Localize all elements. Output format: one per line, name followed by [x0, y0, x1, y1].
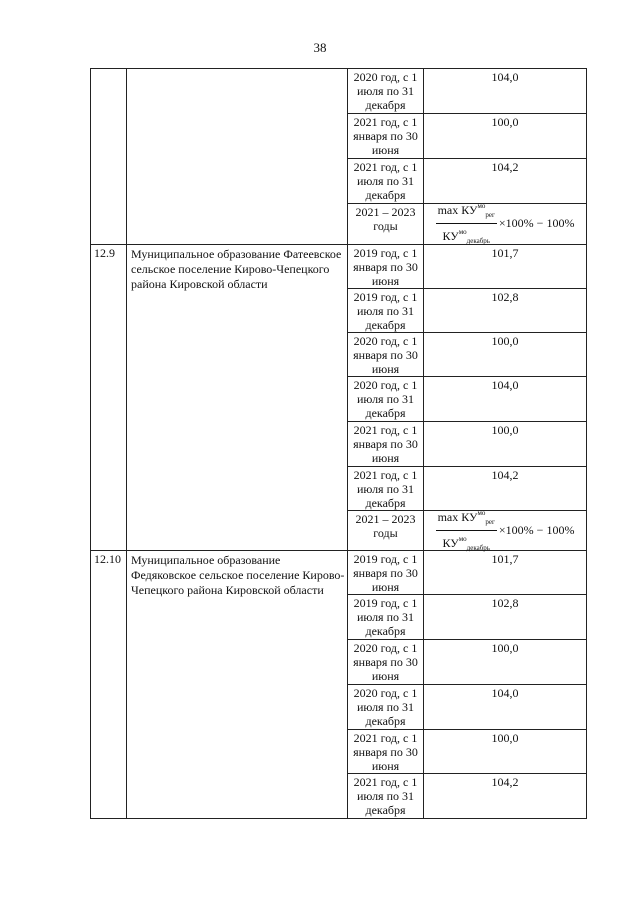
value-cell: 100,0	[424, 114, 587, 159]
value-cell: 100,0	[424, 333, 587, 377]
formula-cell	[424, 508, 587, 552]
value-cell: 100,0	[424, 422, 587, 467]
period-cell: 2019 год, с 1 июля по 31 декабря	[348, 595, 424, 640]
row-number-cell: 12.9	[91, 245, 127, 551]
period-cell: 2021 – 2023 годы	[348, 204, 424, 245]
table-row	[91, 551, 587, 595]
value-cell: 104,0	[424, 69, 587, 114]
period-cell: 2021 год, с 1 января по 30 июня	[348, 422, 424, 467]
period-cell: 2019 год, с 1 января по 30 июня	[348, 245, 424, 289]
value-cell: 104,2	[424, 159, 587, 204]
organization-cell	[127, 69, 348, 245]
period-cell: 2020 год, с 1 января по 30 июня	[348, 333, 424, 377]
organization-cell: Муниципальное образование Федяковское сельское поселение Кирово-Чепецкого района Кировской области	[127, 551, 348, 819]
period-cell: 2021 год, с 1 июля по 31 декабря	[348, 467, 424, 511]
value-cell: 101,7	[424, 551, 587, 595]
period-cell: 2020 год, с 1 июля по 31 декабря	[348, 377, 424, 422]
period-cell: 2020 год, с 1 июля по 31 декабря	[348, 685, 424, 730]
row-number-cell: 12.10	[91, 551, 127, 819]
organization-cell: Муниципальное образование Фатеевское сельское поселение Кирово-Чепецкого района Кировской области	[127, 245, 348, 551]
value-cell: 102,8	[424, 289, 587, 333]
period-cell: 2021 год, с 1 июля по 31 декабря	[348, 774, 424, 819]
period-cell: 2019 год, с 1 июля по 31 декабря	[348, 289, 424, 333]
period-cell: 2021 год, с 1 июля по 31 декабря	[348, 159, 424, 204]
period-cell: 2020 год, с 1 января по 30 июня	[348, 640, 424, 685]
period-cell: 2019 год, с 1 января по 30 июня	[348, 551, 424, 595]
value-cell: 100,0	[424, 640, 587, 685]
formula-cell	[424, 201, 587, 245]
table-row	[91, 69, 587, 114]
period-cell: 2021 – 2023 годы	[348, 511, 424, 551]
row-number-cell	[91, 69, 127, 245]
value-cell: 100,0	[424, 730, 587, 774]
period-cell: 2020 год, с 1 июля по 31 декабря	[348, 69, 424, 114]
period-cell: 2021 год, с 1 января по 30 июня	[348, 114, 424, 159]
formula: $\frac{\max КУ^{мо}_{рег}}{КУ^{мо}_{декабрь}}$ ×100% − 100%	[424, 204, 586, 242]
value-cell: 104,0	[424, 377, 587, 422]
value-cell: 102,8	[424, 595, 587, 640]
value-cell: 104,0	[424, 685, 587, 730]
page-number: 38	[313, 40, 327, 55]
period-cell: 2021 год, с 1 января по 30 июня	[348, 730, 424, 774]
tariff-index-table	[90, 68, 587, 819]
value-cell: 104,2	[424, 467, 587, 511]
formula: $\frac{\max КУ^{мо}_{рег}}{КУ^{мо}_{декабрь}}$ ×100% − 100%	[424, 511, 586, 549]
value-cell: 104,2	[424, 774, 587, 819]
table-row	[91, 245, 587, 289]
value-cell: 101,7	[424, 245, 587, 289]
